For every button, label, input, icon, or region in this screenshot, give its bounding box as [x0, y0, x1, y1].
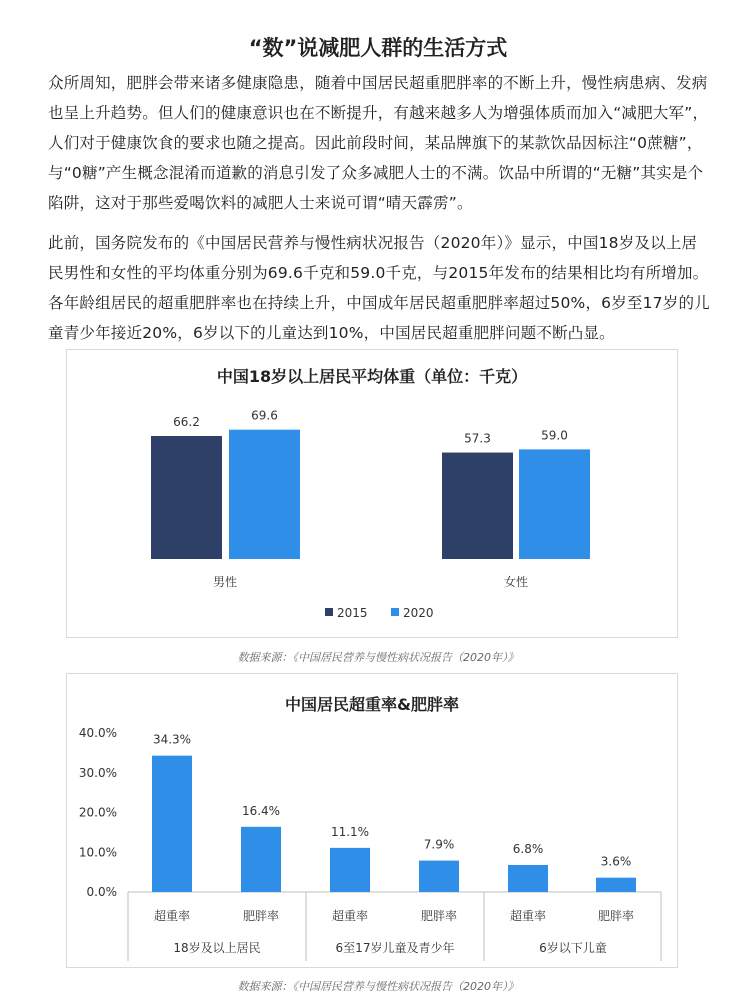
bar — [241, 827, 281, 892]
data-label: 16.4% — [241, 803, 281, 818]
y-tick-label: 20.0% — [78, 805, 117, 820]
category-label: 肥胖率 — [597, 909, 635, 923]
group-label: 6至17岁儿童及青少年 — [335, 941, 455, 955]
y-tick-label: 0.0% — [86, 885, 117, 899]
bar — [419, 861, 459, 892]
overweight-chart-plot — [67, 674, 677, 967]
article-title: “数”说减肥人群的生活方式 — [248, 36, 508, 60]
category-label: 肥胖率 — [242, 909, 280, 923]
bar-2015 — [151, 436, 222, 559]
data-label: 7.9% — [423, 837, 455, 852]
data-label: 6.8% — [512, 841, 544, 856]
bar-2020 — [519, 449, 590, 559]
category-label: 肥胖率 — [420, 909, 458, 923]
overweight-chart — [66, 673, 678, 968]
weight-chart-plot — [67, 350, 677, 637]
category-label: 超重率 — [509, 909, 547, 923]
group-label: 18岁及以上居民 — [173, 941, 261, 955]
chart-title: 中国居民超重率&肥胖率 — [285, 695, 459, 714]
y-tick-label: 40.0% — [78, 726, 117, 740]
category-label: 超重率 — [331, 909, 369, 923]
category-label: 超重率 — [153, 909, 191, 923]
bar — [152, 756, 192, 892]
source-note: 数据来源：《中国居民营养与慢性病状况报告（2020年）》 — [237, 651, 519, 664]
bar — [330, 848, 370, 892]
data-label: 59.0 — [541, 428, 568, 443]
data-label: 57.3 — [464, 431, 491, 446]
category-label: 女性 — [503, 575, 529, 589]
paragraph-2: 此前，国务院发布的《中国居民营养与慢性病状况报告（2020年）》显示，中国18岁及以上居民男性和女性的平均体重分别为69.6千克和59.0千克，与2015年发布的结果相比均有所增加。各年龄组居民的超重肥胖率也在持续上升，中国成年居民超重肥胖率超过50%，6岁至17岁的儿童青少年接近20%，6岁以下的儿童达到10%，中国居民超重肥胖问题不断凸显。 — [48, 234, 710, 342]
bar — [596, 878, 636, 892]
chart-title: 中国18岁以上居民平均体重（单位：千克） — [216, 367, 528, 386]
data-label: 66.2 — [173, 415, 200, 430]
data-label: 11.1% — [330, 824, 370, 839]
bar-2015 — [442, 453, 513, 559]
data-label: 34.3% — [152, 732, 192, 747]
y-tick-label: 30.0% — [78, 765, 117, 780]
legend-swatch-2015 — [325, 608, 333, 616]
y-tick-label: 10.0% — [78, 845, 117, 860]
legend-label: 2015 — [337, 606, 368, 620]
bar — [508, 865, 548, 892]
category-label: 男性 — [212, 575, 238, 589]
data-label: 3.6% — [600, 854, 632, 869]
group-label: 6岁以下儿童 — [539, 941, 607, 955]
paragraph-1: 众所周知，肥胖会带来诸多健康隐患，随着中国居民超重肥胖率的不断上升，慢性病患病、发病也呈上升趋势。但人们的健康意识也在不断提升，有越来越多人为增强体质而加入“减肥大军”，人们对于健康饮食的要求也随之提高。因此前段时间，某品牌旗下的某款饮品因标注“0蔗糖”，与“0糖”产生概念混淆而道歉的消息引发了众多减肥人士的不满。饮品中所谓的“无糖”其实是个陷阱，这对于那些爱喝饮料的减肥人士来说可谓“晴天霹雳”。 — [48, 74, 709, 212]
weight-chart — [66, 349, 678, 638]
bar-2020 — [229, 430, 300, 559]
source-note: 数据来源：《中国居民营养与慢性病状况报告（2020年）》 — [237, 980, 519, 993]
data-label: 69.6 — [251, 408, 278, 423]
legend-swatch-2020 — [391, 608, 399, 616]
legend-label: 2020 — [403, 606, 434, 620]
